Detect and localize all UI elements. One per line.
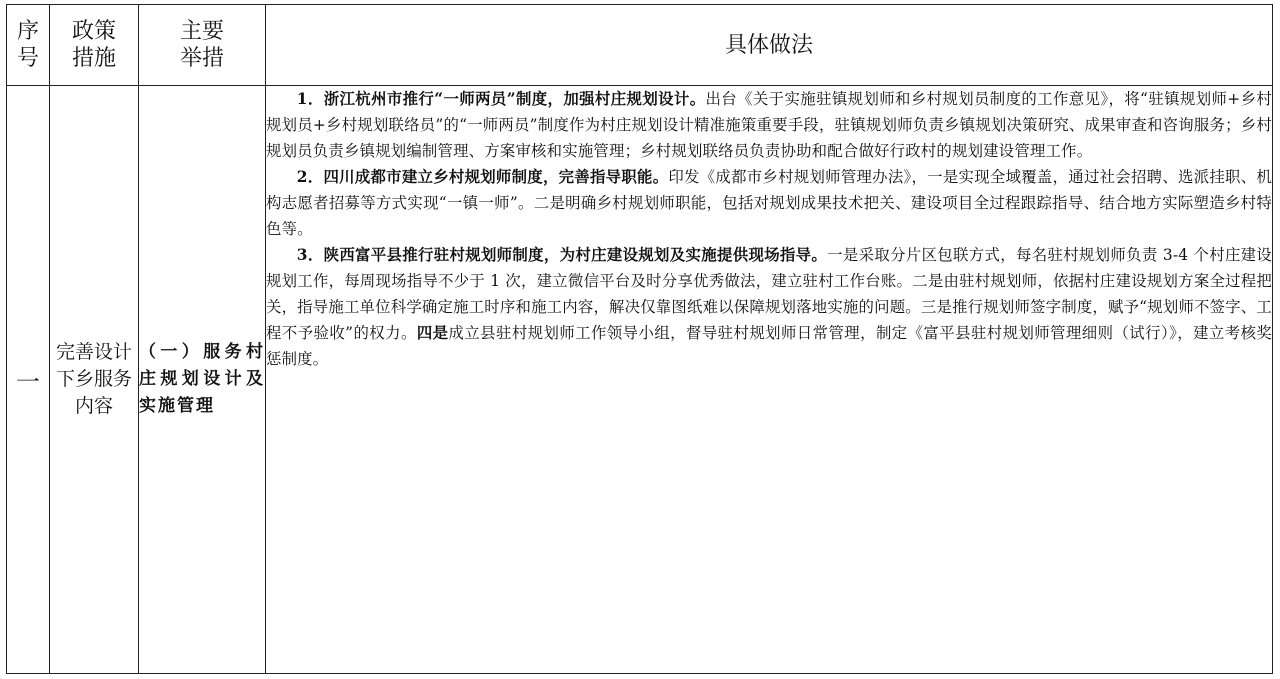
detail-3-kw-3: 三是: [920, 298, 953, 316]
detail-cell: [266, 86, 1273, 674]
detail-paragraph-3: [266, 242, 1272, 372]
detail-paragraph-1: [266, 86, 1272, 164]
header-no: 序 号: [7, 5, 50, 86]
detail-3-kw-4: 四是: [416, 324, 449, 342]
header-measure: 主要 举措: [139, 5, 266, 86]
row-number: 一: [7, 86, 50, 674]
measure-text: （一）服务村庄规划设计及实施管理: [139, 342, 265, 416]
detail-3-s1: 采取分片区包联方式，每名驻村规划师负责 3-4 个村庄建设规划工作，每周现场指导不少于 1 次，建立微信平台及时分享优秀做法，建立驻村工作台账。: [266, 246, 1273, 290]
header-detail: 具体做法: [266, 5, 1273, 86]
detail-1-lead: 1．浙江杭州市推行“一师两员”制度，加强村庄规划设计。: [296, 90, 706, 108]
detail-2-body: 印发《成都市乡村规划师管理办法》，一是实现全域覆盖，通过社会招聘、选派挂职、机构志愿者招募等方式实现“一镇一师”。二是明确乡村规划师职能，包括对规划成果技术把关、建设项目全过程跟踪指导、结合地方实际塑造乡村特色等。: [266, 168, 1272, 238]
detail-3-s3: 推行规划师签字制度，赋予“规划师不签字、工程不予验收”的权力。: [266, 298, 1272, 342]
detail-paragraph-2: [266, 164, 1272, 242]
detail-3-kw-2: 二是: [912, 272, 944, 290]
detail-3-s2: 由驻村规划师，依据村庄建设规划方案全过程把关，指导施工单位科学确定施工时序和施工内容，解决仅靠图纸难以保障规划落地实施的问题。: [266, 272, 1272, 316]
header-row: [7, 5, 1273, 86]
detail-2-lead: 2．四川成都市建立乡村规划师制度，完善指导职能。: [296, 168, 669, 186]
policy-cell: 完善设计下乡服务内容: [50, 86, 139, 674]
table-row: [7, 86, 1273, 674]
detail-3-s4: 成立县驻村规划师工作领导小组，督导驻村规划师日常管理，制定《富平县驻村规划师管理细则（试行）》，建立考核奖惩制度。: [266, 324, 1272, 368]
detail-1-body: 出台《关于实施驻镇规划师和乡村规划员制度的工作意见》，将“驻镇规划师+乡村规划员+乡村规划联络员”的“一师两员”制度作为村庄规划设计精准施策重要手段，驻镇规划师负责乡镇规划决策研究、成果审查和咨询服务；乡村规划员负责乡镇规划编制管理、方案审核和实施管理；乡村规划联络员负责协助和配合做好行政村的规划建设管理工作。: [266, 90, 1272, 160]
detail-3-lead: 3．陕西富平县推行驻村规划师制度，为村庄建设规划及实施提供现场指导。: [296, 246, 828, 264]
policy-table: [6, 4, 1273, 674]
measure-cell: [139, 86, 266, 674]
detail-3-kw-1: 一是: [827, 246, 859, 264]
header-policy: 政策 措施: [50, 5, 139, 86]
